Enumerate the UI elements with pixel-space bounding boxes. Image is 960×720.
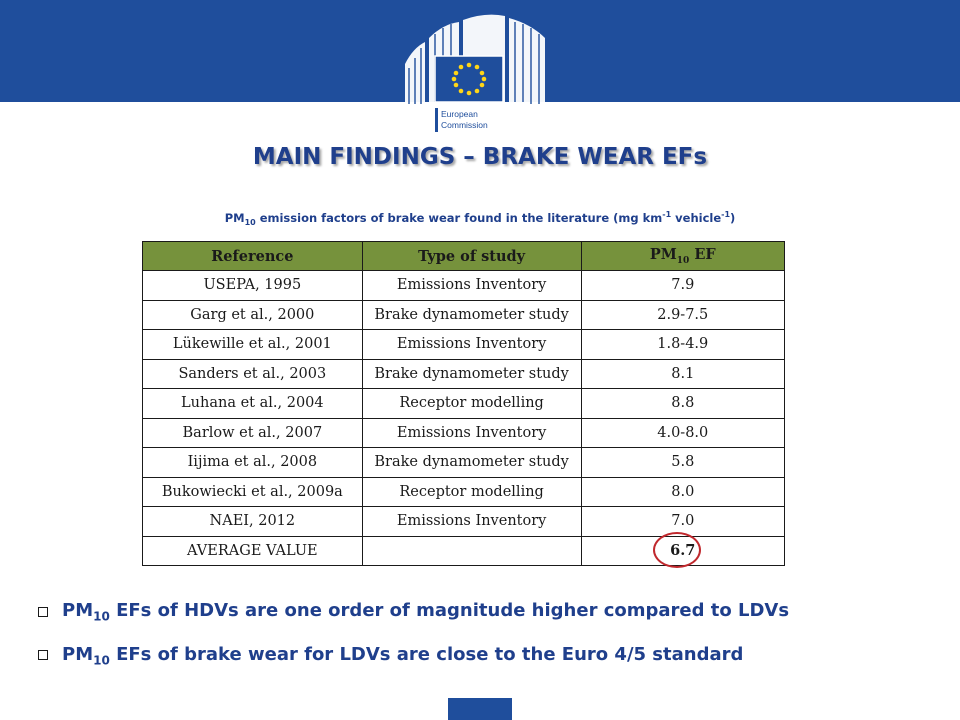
bottom-flag-bar — [448, 698, 512, 720]
logo-text-commission: Commission — [441, 120, 488, 130]
finding-text: $PM_{10}$ EFs of brake wear for LDVs are close to the Euro 4/5 standard — [62, 643, 744, 668]
cell-type-of-study: Emissions Inventory — [362, 271, 581, 301]
cell-type-of-study: Brake dynamometer study — [362, 448, 581, 478]
cell-type-of-study: Receptor modelling — [362, 389, 581, 419]
table-caption: $PM_{10}$ emission factors of brake wear found in the literature (mg $km^{-1}$ vehicle$^{-1}$) — [224, 210, 736, 228]
cell-reference: Bukowiecki et al., 2009a — [143, 477, 363, 507]
header-reference: Reference — [143, 242, 363, 271]
finding-item — [38, 600, 938, 624]
table-row — [143, 359, 785, 389]
cell-reference: Garg et al., 2000 — [143, 300, 363, 330]
table-row — [143, 507, 785, 537]
cell-reference: Iijima et al., 2008 — [143, 448, 363, 478]
cell-reference: Barlow et al., 2007 — [143, 418, 363, 448]
table-body — [143, 271, 785, 566]
highlight-circle — [653, 532, 701, 568]
cell-reference: USEPA, 1995 — [143, 271, 363, 301]
table-row — [143, 477, 785, 507]
cell-pm10-ef: 8.0 — [581, 477, 784, 507]
average-row — [143, 536, 785, 566]
cell-pm10-ef: 8.8 — [581, 389, 784, 419]
cell-type-of-study: Emissions Inventory — [362, 507, 581, 537]
cell-pm10-ef: 7.9 — [581, 271, 784, 301]
average-label: AVERAGE VALUE — [143, 536, 363, 566]
table-row — [143, 271, 785, 301]
finding-text: $PM_{10}$ EFs of HDVs are one order of magnitude higher compared to LDVs — [62, 600, 790, 624]
average-value-cell — [581, 536, 784, 566]
table-row — [143, 330, 785, 360]
cell-type-of-study: Receptor modelling — [362, 477, 581, 507]
emission-factors-table — [142, 241, 785, 566]
cell-pm10-ef: 8.1 — [581, 359, 784, 389]
cell-type-of-study: Brake dynamometer study — [362, 300, 581, 330]
cell-type-of-study: Emissions Inventory — [362, 330, 581, 360]
finding-item — [38, 644, 938, 668]
cell-pm10-ef: 7.0 — [581, 507, 784, 537]
cell-reference: Luhana et al., 2004 — [143, 389, 363, 419]
header-type-of-study: Type of study — [362, 242, 581, 271]
checkbox-bullet-icon — [38, 650, 48, 660]
findings-list — [38, 600, 938, 687]
header-pm10-ef: $PM_{10}$ EF — [581, 242, 784, 271]
cell-pm10-ef: 1.8-4.9 — [581, 330, 784, 360]
european-commission-logo — [395, 8, 565, 134]
cell-reference: NAEI, 2012 — [143, 507, 363, 537]
average-value: 6.7 — [670, 542, 696, 560]
table-row — [143, 389, 785, 419]
cell-reference: Lükewille et al., 2001 — [143, 330, 363, 360]
cell-type-of-study: Brake dynamometer study — [362, 359, 581, 389]
cell-type-of-study: Emissions Inventory — [362, 418, 581, 448]
table-row — [143, 448, 785, 478]
cell-reference: Sanders et al., 2003 — [143, 359, 363, 389]
slide-title: MAIN FINDINGS – BRAKE WEAR EFs — [252, 144, 708, 170]
checkbox-bullet-icon — [38, 607, 48, 617]
table-row — [143, 300, 785, 330]
table-row — [143, 418, 785, 448]
average-empty-cell — [362, 536, 581, 566]
cell-pm10-ef: 5.8 — [581, 448, 784, 478]
cell-pm10-ef: 2.9-7.5 — [581, 300, 784, 330]
logo-text-european: European — [441, 109, 478, 119]
cell-pm10-ef: 4.0-8.0 — [581, 418, 784, 448]
table-header-row — [143, 242, 785, 271]
